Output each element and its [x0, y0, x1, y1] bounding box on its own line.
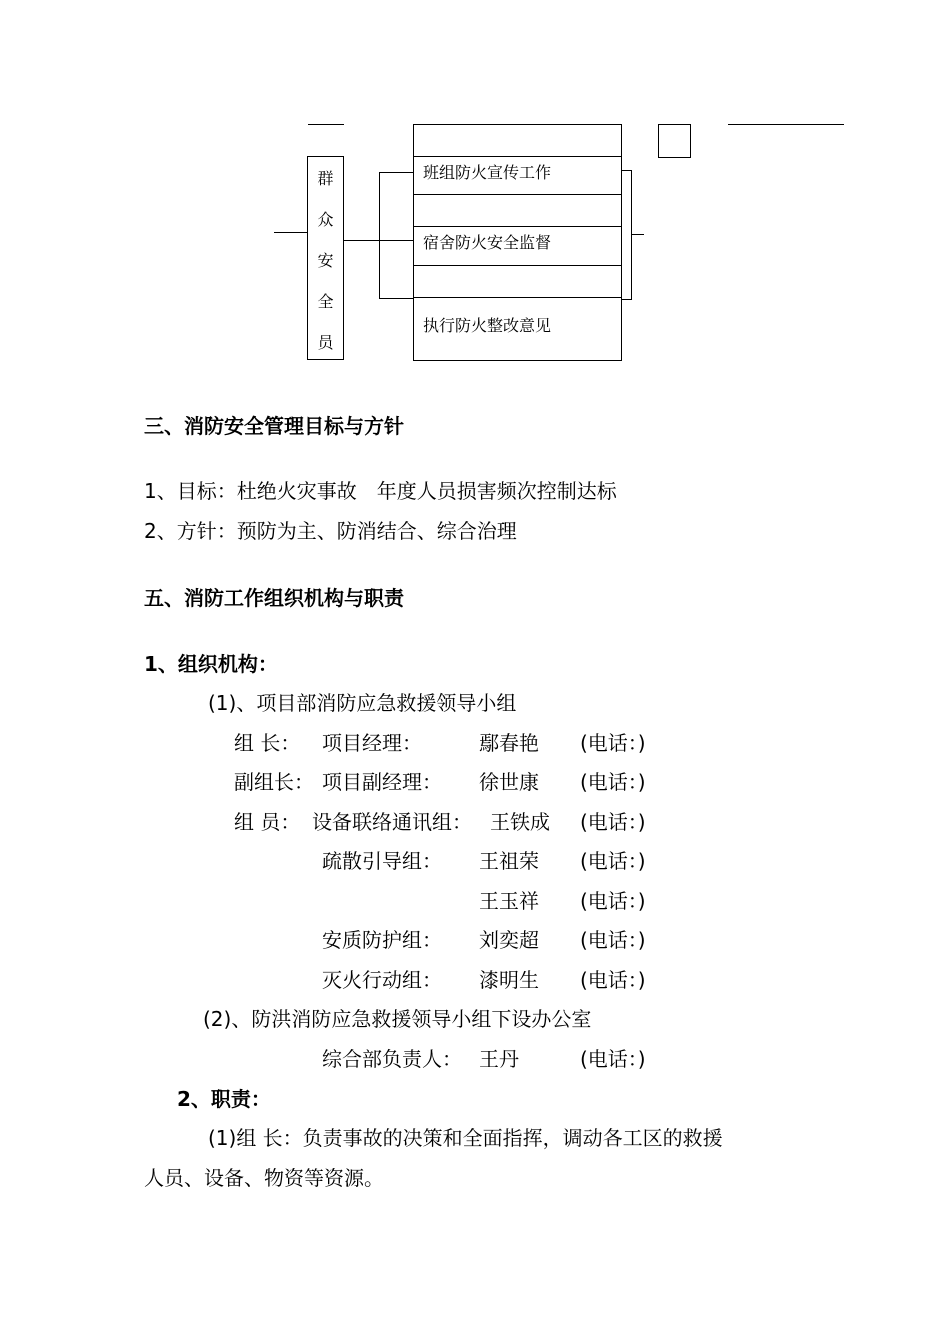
office-title: 综合部负责人：	[322, 1047, 462, 1071]
member-name: 漆明生	[479, 968, 539, 992]
leader-title: 项目经理：	[322, 731, 422, 755]
bracket-left-top	[379, 172, 413, 173]
leader-phone: (电话：)	[580, 731, 646, 755]
top-line-right	[728, 124, 844, 125]
member-phone: (电话：)	[580, 849, 646, 873]
duty-paragraph-line2: 人员、设备、物资等资源。	[144, 1166, 384, 1190]
section3-heading: 三、消防安全管理目标与方针	[144, 414, 404, 438]
section5-heading: 五、消防工作组织机构与职责	[144, 586, 404, 610]
deputy-name: 徐世康	[479, 770, 539, 794]
right-connector	[631, 234, 644, 235]
duty-row-divider	[413, 297, 622, 298]
member-phone: (电话：)	[580, 928, 646, 952]
member-name: 王祖荣	[479, 849, 539, 873]
bracket-right-top	[622, 170, 632, 171]
duty-row-divider	[413, 265, 622, 266]
leader-name: 鄢春艳	[479, 731, 539, 755]
duty-item: 宿舍防火安全监督	[423, 233, 552, 252]
member-phone: (电话：)	[580, 810, 646, 834]
office-name: 王丹	[479, 1047, 519, 1071]
duty-row-divider	[413, 156, 622, 157]
duty-row-divider	[413, 194, 622, 195]
duty-item: 班组防火宣传工作	[423, 163, 552, 182]
office-phone: (电话：)	[580, 1047, 646, 1071]
member-name: 王铁成	[490, 810, 550, 834]
top-line-left	[308, 124, 344, 125]
bracket-right-bottom	[622, 299, 632, 300]
small-square-box	[658, 124, 691, 158]
policy-line: 2、方针：预防为主、防消结合、综合治理	[144, 519, 517, 543]
bracket-left-vertical	[379, 172, 380, 299]
bracket-left-bottom	[379, 298, 413, 299]
member-phone: (电话：)	[580, 889, 646, 913]
members-role: 组 员：	[234, 810, 301, 834]
member-phone: (电话：)	[580, 968, 646, 992]
deputy-role: 副组长：	[234, 770, 314, 794]
org-structure-heading: 1、组织机构：	[144, 652, 278, 676]
leader-role: 组 长：	[234, 731, 301, 755]
member-name: 王玉祥	[479, 889, 539, 913]
group-label: 群 众 安 全 员	[317, 169, 334, 352]
member-group: 设备联络通讯组：	[312, 810, 472, 834]
member-name: 刘奕超	[479, 928, 539, 952]
subsection-2-title: (2)、防洪消防应急救援领导小组下设办公室	[203, 1007, 592, 1031]
duty-item: 执行防火整改意见	[423, 316, 552, 335]
member-group: 安质防护组：	[322, 928, 442, 952]
subsection-1-title: (1)、项目部消防应急救援领导小组	[208, 691, 517, 715]
goal-line: 1、目标：杜绝火灾事故 年度人员损害频次控制达标	[144, 479, 617, 503]
deputy-phone: (电话：)	[580, 770, 646, 794]
duty-row-divider	[413, 226, 622, 227]
left-connector	[274, 232, 308, 233]
duties-heading: 2、职责：	[177, 1087, 271, 1111]
member-group: 灭火行动组：	[322, 968, 442, 992]
deputy-title: 项目副经理：	[322, 770, 442, 794]
member-group: 疏散引导组：	[322, 849, 442, 873]
duty-paragraph-line1: (1)组 长：负责事故的决策和全面指挥，调动各工区的救援	[208, 1126, 723, 1150]
bracket-right-vertical	[631, 170, 632, 300]
